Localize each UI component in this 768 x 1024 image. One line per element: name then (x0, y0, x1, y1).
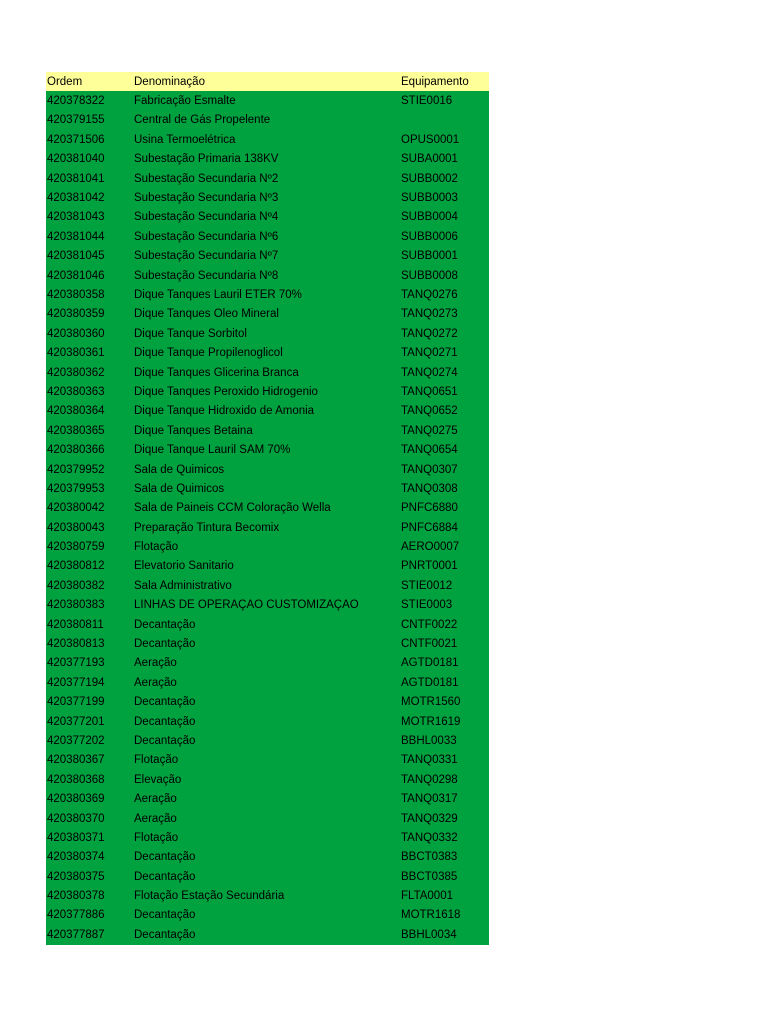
cell-denominacao[interactable]: Decantação (134, 715, 196, 728)
table-row (46, 150, 489, 169)
cell-ordem[interactable]: 420380369 (47, 793, 105, 806)
cell-ordem[interactable]: 420381043 (47, 211, 105, 224)
cell-equipamento[interactable]: TANQ0654 (401, 444, 458, 457)
cell-denominacao[interactable]: Fabricação Esmalte (134, 95, 236, 108)
cell-denominacao[interactable]: Dique Tanque Lauril SAM 70% (134, 444, 291, 457)
table-row (46, 285, 489, 304)
cell-equipamento[interactable]: AGTD0181 (401, 657, 459, 670)
cell-equipamento[interactable]: TANQ0276 (401, 288, 458, 301)
cell-equipamento[interactable]: MOTR1618 (401, 909, 461, 922)
cell-denominacao[interactable]: Preparação Tintura Becomix (134, 521, 280, 534)
table-row (46, 828, 489, 847)
cell-denominacao[interactable]: Central de Gás Propelente (134, 114, 271, 127)
cell-denominacao[interactable]: Sala Administrativo (134, 579, 232, 592)
cell-equipamento[interactable]: TANQ0271 (401, 347, 458, 360)
table-row (46, 906, 489, 925)
table-row (46, 537, 489, 556)
cell-denominacao[interactable]: Dique Tanque Sorbitol (134, 327, 247, 340)
cell-equipamento[interactable]: AGTD0181 (401, 676, 459, 689)
cell-denominacao[interactable]: Decantação (134, 928, 196, 941)
cell-ordem[interactable]: 420380367 (47, 754, 105, 767)
cell-ordem[interactable]: 420371506 (47, 133, 105, 146)
cell-denominacao[interactable]: Sala de Quimicos (134, 463, 225, 476)
cell-ordem[interactable]: 420377202 (47, 734, 105, 747)
cell-ordem[interactable]: 420381040 (47, 153, 105, 166)
cell-equipamento[interactable]: BBCT0383 (401, 851, 458, 864)
cell-ordem[interactable]: 420377199 (47, 696, 105, 709)
cell-denominacao[interactable]: Flotação (134, 754, 179, 767)
cell-ordem[interactable]: 420380759 (47, 541, 105, 554)
cell-denominacao[interactable]: Flotação Estação Secundária (134, 890, 285, 903)
cell-denominacao[interactable]: Subestação Secundaria Nº7 (134, 250, 279, 263)
cell-equipamento[interactable]: MOTR1619 (401, 715, 461, 728)
table-row (46, 557, 489, 576)
cell-equipamento[interactable]: PNRT0001 (401, 560, 458, 573)
table-row (46, 925, 489, 944)
table-row (46, 111, 489, 130)
cell-denominacao[interactable]: Subestação Secundaria Nº6 (134, 230, 279, 243)
table-row (46, 673, 489, 692)
cell-ordem[interactable]: 420380365 (47, 424, 105, 437)
cell-ordem[interactable]: 420377194 (47, 676, 105, 689)
header-row (46, 72, 489, 91)
cell-ordem[interactable]: 420380374 (47, 851, 105, 864)
cell-equipamento[interactable]: SUBB0008 (401, 269, 458, 282)
cell-denominacao[interactable]: Aeração (134, 812, 177, 825)
cell-denominacao[interactable]: Elevatorio Sanitario (134, 560, 234, 573)
cell-denominacao[interactable]: Flotação (134, 831, 179, 844)
cell-ordem[interactable]: 420381045 (47, 250, 105, 263)
cell-ordem[interactable]: 420380042 (47, 502, 105, 515)
cell-ordem[interactable]: 420380382 (47, 579, 105, 592)
cell-equipamento[interactable]: TANQ0272 (401, 327, 458, 340)
cell-ordem[interactable]: 420380361 (47, 347, 105, 360)
cell-equipamento[interactable]: SUBB0004 (401, 211, 458, 224)
cell-equipamento[interactable]: TANQ0331 (401, 754, 458, 767)
cell-ordem[interactable]: 420380363 (47, 385, 105, 398)
cell-ordem[interactable]: 420380375 (47, 870, 105, 883)
cell-equipamento[interactable]: FLTA0001 (401, 890, 453, 903)
cell-denominacao[interactable]: Decantação (134, 851, 196, 864)
cell-equipamento[interactable]: TANQ0273 (401, 308, 458, 321)
table-row (46, 867, 489, 886)
table-row (46, 731, 489, 750)
cell-equipamento[interactable]: CNTF0022 (401, 618, 458, 631)
table-row (46, 654, 489, 673)
cell-denominacao[interactable]: Dique Tanques Oleo Mineral (134, 308, 279, 321)
cell-equipamento[interactable]: TANQ0332 (401, 831, 458, 844)
cell-ordem[interactable]: 420381046 (47, 269, 105, 282)
cell-ordem[interactable]: 420380378 (47, 890, 105, 903)
cell-equipamento[interactable]: AERO0007 (401, 541, 460, 554)
table-row (46, 596, 489, 615)
cell-equipamento[interactable]: PNFC6884 (401, 521, 458, 534)
cell-ordem[interactable]: 420380362 (47, 366, 105, 379)
cell-denominacao[interactable]: Dique Tanques Glicerina Branca (134, 366, 299, 379)
cell-ordem[interactable]: 420380370 (47, 812, 105, 825)
cell-ordem[interactable]: 420380811 (47, 618, 104, 631)
table-row (46, 576, 489, 595)
cell-equipamento[interactable]: TANQ0317 (401, 793, 458, 806)
cell-denominacao[interactable]: Decantação (134, 870, 196, 883)
header-denominacao[interactable]: Denominação (134, 75, 205, 88)
table-row (46, 499, 489, 518)
table-row (46, 247, 489, 266)
cell-denominacao[interactable]: Subestação Secundaria Nº4 (134, 211, 279, 224)
cell-ordem[interactable]: 420381041 (47, 172, 105, 185)
table-row (46, 518, 489, 537)
cell-ordem[interactable]: 420377887 (47, 928, 105, 941)
cell-ordem[interactable]: 420378322 (47, 95, 105, 108)
cell-ordem[interactable]: 420381044 (47, 230, 105, 243)
cell-ordem[interactable]: 420377193 (47, 657, 105, 670)
cell-ordem[interactable]: 420380360 (47, 327, 105, 340)
cell-denominacao[interactable]: Decantação (134, 638, 196, 651)
cell-denominacao[interactable]: Dique Tanque Hidroxido de Amonia (134, 405, 315, 418)
header-ordem[interactable]: Ordem (47, 75, 83, 88)
cell-equipamento[interactable]: OPUS0001 (401, 133, 460, 146)
table-row (46, 363, 489, 382)
cell-equipamento[interactable]: STIE0003 (401, 599, 453, 612)
cell-equipamento[interactable]: TANQ0308 (401, 482, 458, 495)
cell-equipamento[interactable]: SUBB0006 (401, 230, 458, 243)
cell-equipamento[interactable]: TANQ0274 (401, 366, 458, 379)
table-row (46, 421, 489, 440)
table-row (46, 479, 489, 498)
cell-denominacao[interactable]: LINHAS DE OPERAÇÃO CUSTOMIZAÇÃO (134, 599, 359, 612)
table-row (46, 266, 489, 285)
table-row (46, 809, 489, 828)
cell-equipamento[interactable]: MOTR1560 (401, 696, 461, 709)
cell-denominacao[interactable]: Elevação (134, 773, 182, 786)
cell-equipamento[interactable]: STIE0016 (401, 95, 453, 108)
cell-ordem[interactable]: 420380043 (47, 521, 105, 534)
table-body (46, 91, 489, 944)
cell-ordem[interactable]: 420380813 (47, 638, 105, 651)
cell-equipamento[interactable]: BBHL0034 (401, 928, 457, 941)
table-row (46, 634, 489, 653)
cell-denominacao[interactable]: Subestação Secundaria Nº8 (134, 269, 279, 282)
table-row (46, 324, 489, 343)
cell-denominacao[interactable]: Decantação (134, 618, 196, 631)
table-row (46, 169, 489, 188)
cell-equipamento[interactable]: TANQ0298 (401, 773, 458, 786)
table-row (46, 402, 489, 421)
table-row (46, 848, 489, 867)
cell-equipamento[interactable]: TANQ0329 (401, 812, 458, 825)
cell-equipamento[interactable]: PNFC6880 (401, 502, 458, 515)
cell-equipamento[interactable]: CNTF0021 (401, 638, 458, 651)
cell-equipamento[interactable]: SUBB0003 (401, 192, 458, 205)
cell-ordem[interactable]: 420380366 (47, 444, 105, 457)
cell-equipamento[interactable]: TANQ0652 (401, 405, 458, 418)
cell-denominacao[interactable]: Subestação Secundaria Nº2 (134, 172, 279, 185)
cell-denominacao[interactable]: Sala de Quimicos (134, 482, 225, 495)
table-row (46, 382, 489, 401)
cell-ordem[interactable]: 420380358 (47, 288, 105, 301)
cell-denominacao[interactable]: Aeração (134, 793, 177, 806)
cell-ordem[interactable]: 420380383 (47, 599, 105, 612)
cell-equipamento[interactable]: TANQ0307 (401, 463, 458, 476)
table-row (46, 770, 489, 789)
cell-ordem[interactable]: 420380812 (47, 560, 105, 573)
cell-ordem[interactable]: 420380364 (47, 405, 105, 418)
cell-ordem[interactable]: 420380368 (47, 773, 105, 786)
table-row (46, 440, 489, 459)
cell-ordem[interactable]: 420381042 (47, 192, 105, 205)
cell-ordem[interactable]: 420380359 (47, 308, 105, 321)
cell-denominacao[interactable]: Subestação Secundaria Nº3 (134, 192, 279, 205)
cell-equipamento[interactable]: BBHL0033 (401, 734, 457, 747)
cell-ordem[interactable]: 420377201 (47, 715, 105, 728)
cell-equipamento[interactable]: TANQ0651 (401, 385, 458, 398)
cell-denominacao[interactable]: Subestação Primaria 138KV (134, 153, 279, 166)
table-row (46, 886, 489, 905)
cell-denominacao[interactable]: Dique Tanque Propilenoglicol (134, 347, 283, 360)
cell-equipamento[interactable]: SUBB0002 (401, 172, 458, 185)
cell-denominacao[interactable]: Decantação (134, 696, 196, 709)
cell-denominacao[interactable]: Decantação (134, 734, 196, 747)
table-row (46, 343, 489, 362)
cell-denominacao[interactable]: Aeração (134, 676, 177, 689)
table-row (46, 712, 489, 731)
cell-denominacao[interactable]: Aeração (134, 657, 177, 670)
cell-equipamento[interactable]: BBCT0385 (401, 870, 458, 883)
table-row (46, 227, 489, 246)
cell-equipamento[interactable]: TANQ0275 (401, 424, 458, 437)
cell-denominacao[interactable]: Dique Tanques Lauril ETER 70% (134, 288, 302, 301)
table-row (46, 188, 489, 207)
cell-denominacao[interactable]: Dique Tanques Peroxido Hidrogenio (134, 385, 318, 398)
header-equipamento[interactable]: Equipamento (401, 75, 469, 88)
table-row (46, 305, 489, 324)
table-row (46, 208, 489, 227)
spreadsheet-table (46, 72, 489, 945)
cell-denominacao[interactable]: Flotação (134, 541, 179, 554)
cell-ordem[interactable]: 420379952 (47, 463, 105, 476)
cell-ordem[interactable]: 420379953 (47, 482, 105, 495)
table-row (46, 751, 489, 770)
table-row (46, 130, 489, 149)
table-row (46, 789, 489, 808)
cell-equipamento[interactable]: SUBB0001 (401, 250, 458, 263)
cell-denominacao[interactable]: Dique Tanques Betaina (134, 424, 253, 437)
table-row (46, 460, 489, 479)
cell-equipamento[interactable]: STIE0012 (401, 579, 453, 592)
cell-denominacao[interactable]: Sala de Paineis CCM Coloração Wella (134, 502, 331, 515)
cell-denominacao[interactable]: Usina Termoelétrica (134, 133, 236, 146)
table-row (46, 91, 489, 110)
table-row (46, 693, 489, 712)
cell-denominacao[interactable]: Decantação (134, 909, 196, 922)
cell-ordem[interactable]: 420380371 (47, 831, 105, 844)
table-row (46, 615, 489, 634)
cell-ordem[interactable]: 420377886 (47, 909, 105, 922)
cell-equipamento[interactable]: SUBA0001 (401, 153, 458, 166)
cell-ordem[interactable]: 420379155 (47, 114, 105, 127)
